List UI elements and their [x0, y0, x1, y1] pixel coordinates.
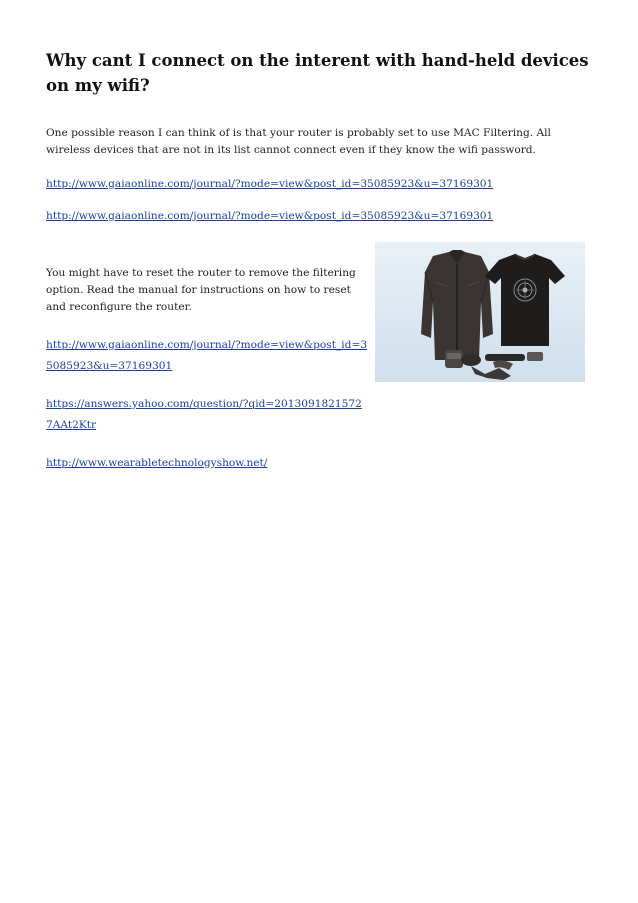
article-title: Why cant I connect on the interent with hand-held devices on my wifi?	[46, 51, 589, 95]
column-link-3[interactable]: http://www.wearabletechnologyshow.net/	[46, 457, 268, 469]
top-link-2-line	[46, 204, 592, 225]
column-link-2-line	[46, 392, 368, 434]
top-link-2[interactable]: http://www.gaiaonline.com/journal/?mode=view&post_id=35085923&u=37169301	[46, 210, 494, 222]
wearable-tech-apparel-photo	[375, 242, 585, 382]
top-link-1-line	[46, 172, 592, 193]
jacket-shape	[421, 250, 493, 360]
intro-paragraph: One possible reason I can think of is that your router is probably set to use MAC Filtering. All wireless devices that are not in its list cannot connect even if they know the wifi password.	[46, 127, 551, 156]
apparel-illustration	[375, 242, 585, 382]
column-link-1-line	[46, 333, 368, 375]
tshirt-shape	[485, 254, 565, 346]
column-link-1[interactable]: http://www.gaiaonline.com/journal/?mode=view&post_id=35085923&u=37169301	[46, 339, 368, 372]
top-link-1[interactable]: http://www.gaiaonline.com/journal/?mode=view&post_id=35085923&u=37169301	[46, 178, 494, 190]
column-link-2[interactable]: https://answers.yahoo.com/question/?qid=20130918215727AAt2Ktr	[46, 398, 362, 431]
column-link-3-line	[46, 451, 368, 472]
gadgets-group	[445, 350, 543, 380]
text-column	[46, 265, 368, 472]
body-paragraph: You might have to reset the router to remove the filtering option. Read the manual for instructions on how to reset and reconfigure the router.	[46, 267, 356, 313]
